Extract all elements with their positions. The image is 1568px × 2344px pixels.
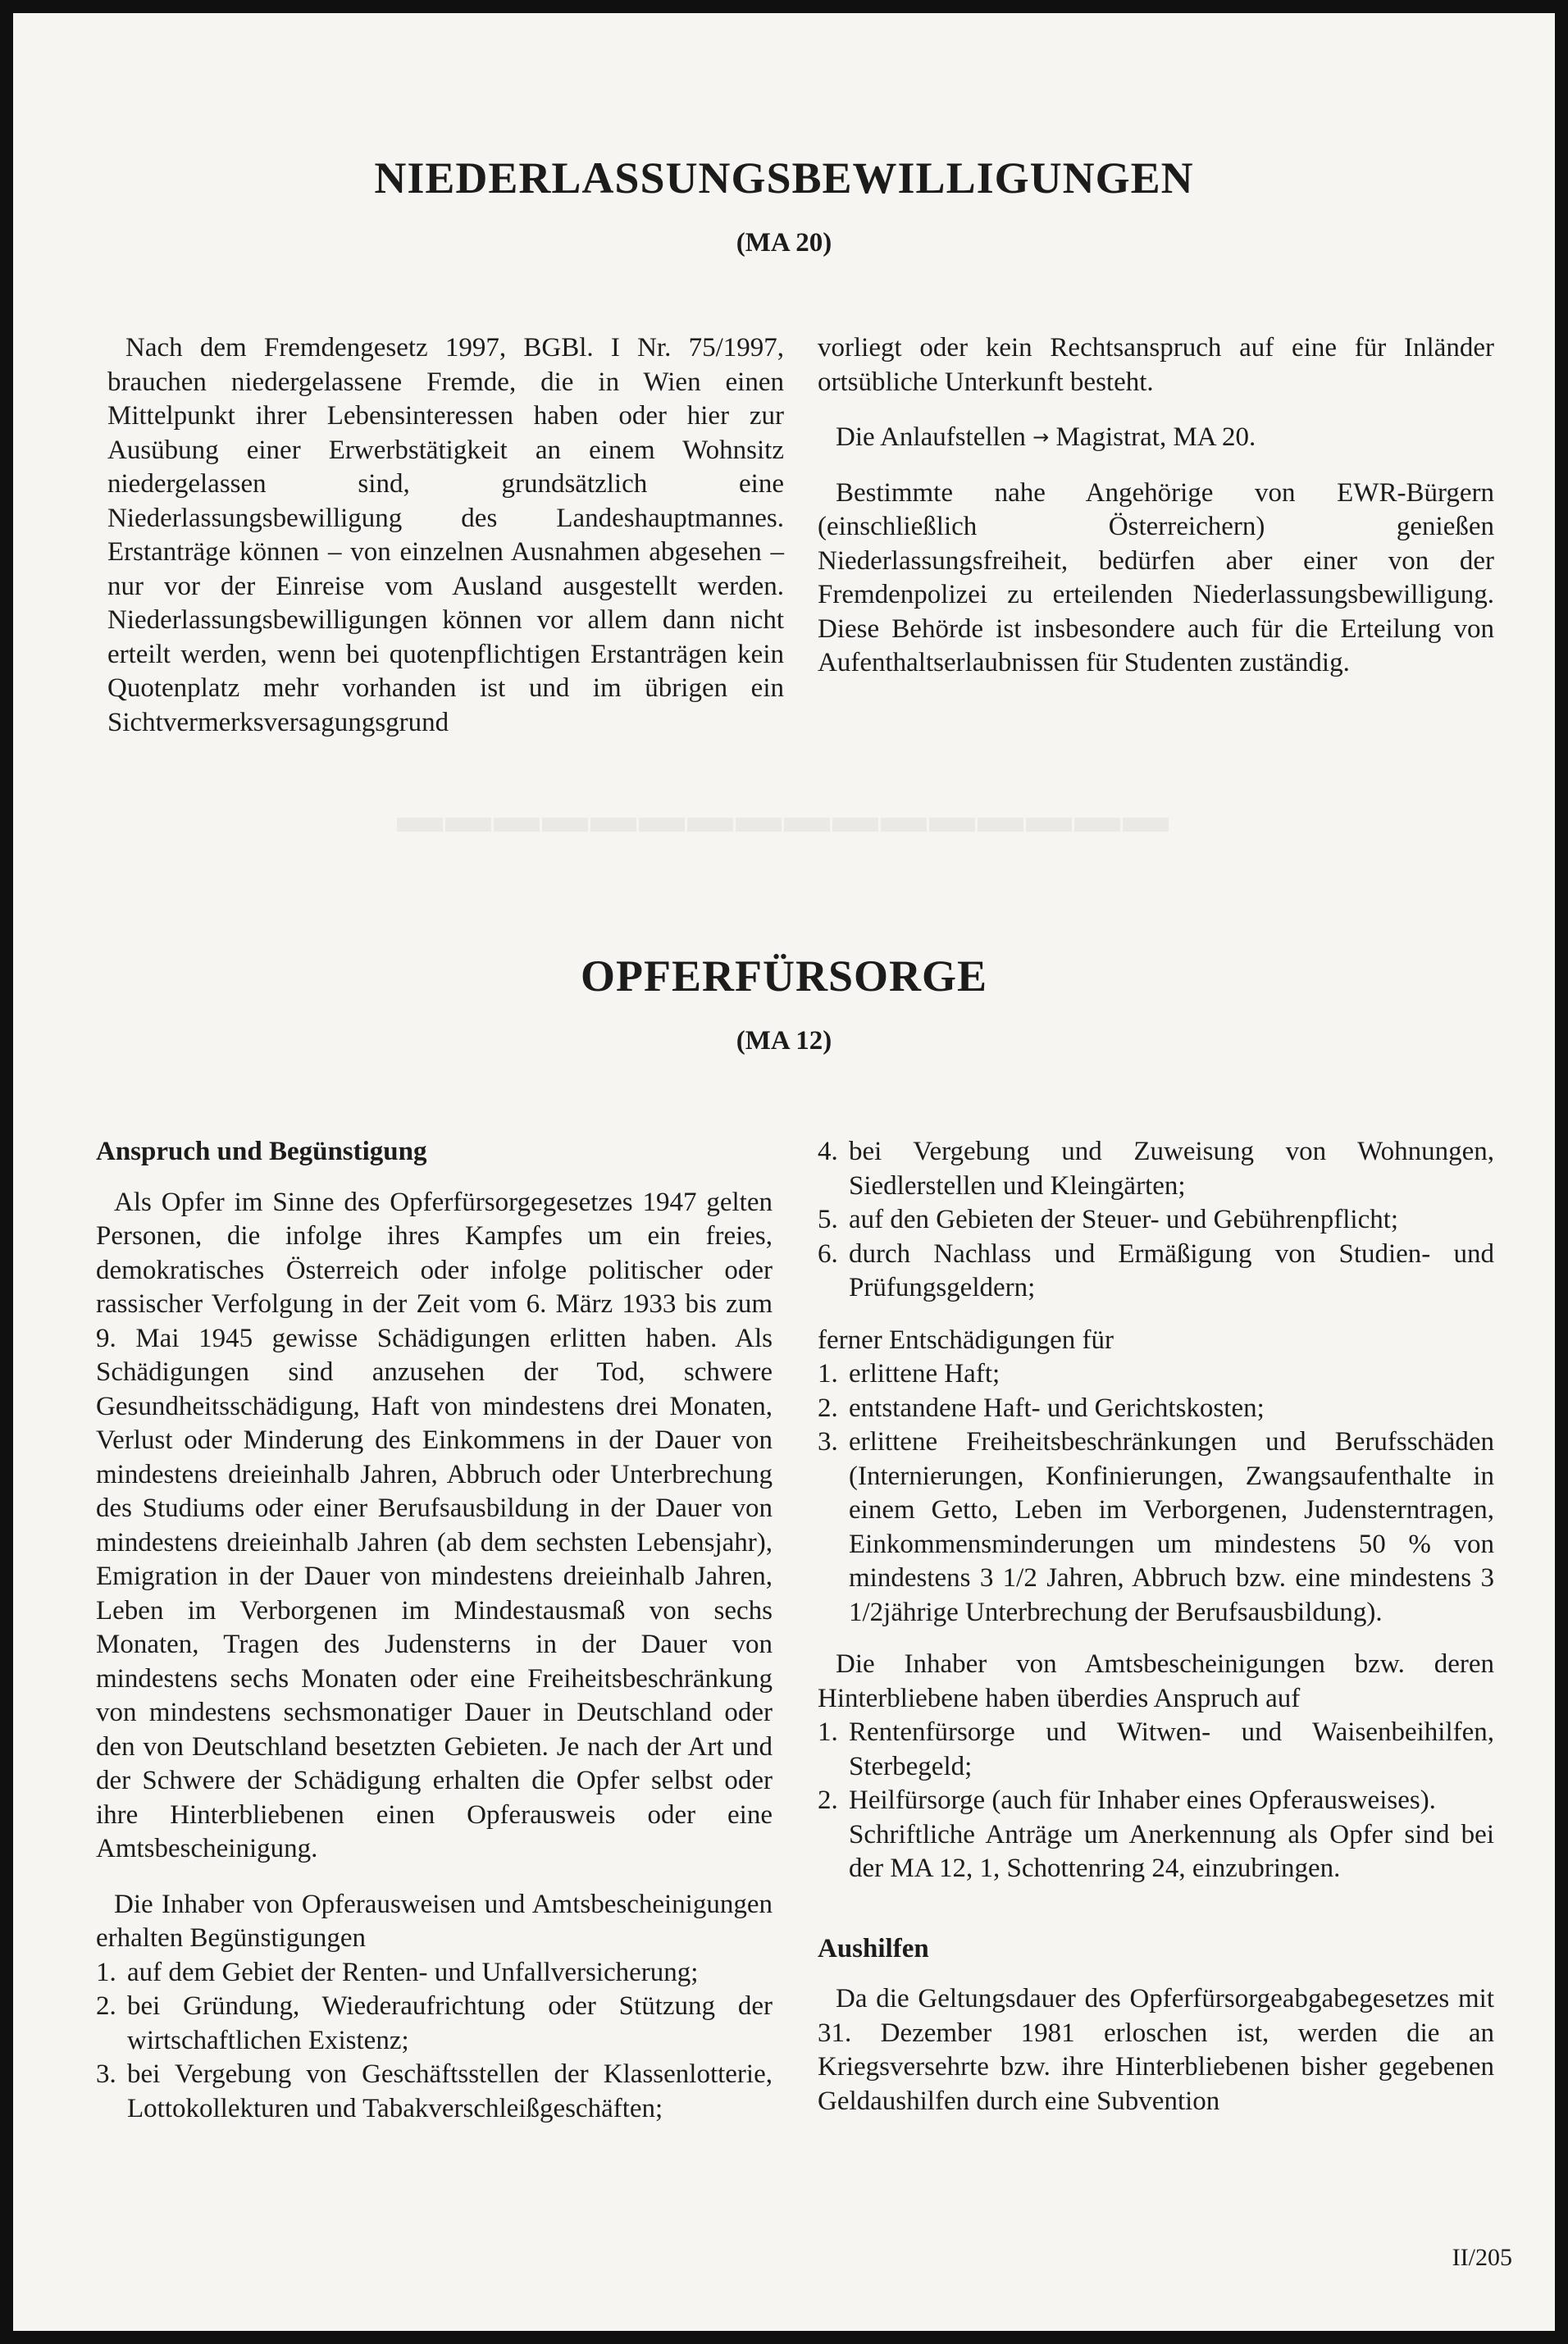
antraege-paragraph: Schriftliche Anträge um Anerkennung als Opfer sind bei der MA 12, 1, Schottenring 24, einzubringen. bbox=[849, 1819, 1494, 1883]
beguenstigungen-list-part2 bbox=[818, 1135, 1494, 1306]
list-item: 1. erlittene Haft; bbox=[818, 1359, 1001, 1389]
document-page bbox=[13, 13, 1555, 2331]
arrow-right-icon: → bbox=[1032, 426, 1050, 449]
section1-right-paragraph: vorliegt oder kein Rechtsanspruch auf eine für Inländer ortsübliche Unterkunft besteht. bbox=[818, 333, 1494, 397]
bleed-through-decoration: ▬▬▬▬▬▬▬▬▬▬▬▬▬▬▬▬ bbox=[397, 791, 1171, 842]
list-item: 2. entstandene Haft- und Gerichtskosten; bbox=[818, 1393, 1265, 1423]
anlaufstellen-label: Die Anlaufstellen bbox=[836, 422, 1026, 452]
list-item: 4. bei Vergebung und Zuweisung von Wohnungen, Siedlerstellen und Kleingärten; bbox=[818, 1137, 1494, 1201]
list-item: 3. bei Vergebung von Geschäftsstellen der Klassenlotterie, Lottokollekturen und Tabakverschleißgeschäften; bbox=[96, 2059, 773, 2123]
section1-left-paragraph: Nach dem Fremdengesetz 1997, BGBl. I Nr. 75/1997, brauchen niedergelassene Fremde, die in Wien einen Mittelpunkt ihrer Lebensinteressen haben oder hier zur Ausübung einer Erwerbstätigkeit an einem Wohnsitz niedergelassen sind, grundsätzlich eine Niederlassungsbewilligung des Landeshauptmannes. Erstanträge können – von einzelnen Ausnahmen abgesehen – nur vor der Einreise vom Ausland ausgestellt werden. Niederlassungsbewilligungen können vor allem dann nicht erteilt werden, wenn bei quotenpflichtigen Erstanträgen kein Quotenplatz mehr vorhanden ist und im übrigen ein Sichtvermerksversagungsgrund bbox=[107, 333, 784, 737]
section1-left-column bbox=[107, 331, 784, 740]
heading-aushilfen: Aushilfen bbox=[818, 1933, 929, 1963]
anlaufstellen-value: Magistrat, MA 20. bbox=[1055, 422, 1256, 452]
entschaedigungen-list bbox=[818, 1357, 1494, 1630]
list-item: 3. erlittene Freiheitsbeschränkungen und Berufsschäden (Internierungen, Konfinierungen, Zwangsaufenthalte in einem Getto, Leben im Verborgenen, Judensterntragen, Einkommensminderungen um mindestens 50 % von mindestens 3 1/2 Jahren, Abbruch bzw. eine mindestens 3 1/2jährige Unterbrechung der Berufsausbildung). bbox=[818, 1427, 1494, 1627]
list-item: 2. bei Gründung, Wiederaufrichtung oder Stützung der wirtschaftlichen Existenz; bbox=[96, 1991, 773, 2055]
section-subtitle-ma20: (MA 20) bbox=[736, 228, 832, 258]
page-number: II/205 bbox=[1452, 2244, 1512, 2271]
anspruch-list bbox=[818, 1716, 1494, 1818]
section1-right-paragraph-2: Bestimmte nahe Angehörige von EWR-Bürgern (einschließlich Österreichern) genießen Niederlassungsfreiheit, bedürfen aber einer von der Fremdenpolizei zu erteilenden Niederlassungsbewilligung. Diese Behörde ist insbesondere auch für die Erteilung von Aufenthaltserlaubnissen für Studenten zuständig. bbox=[818, 477, 1494, 677]
section-title-niederlassung: NIEDERLASSUNGSBEWILLIGUNGEN bbox=[374, 153, 1194, 203]
aushilfen-paragraph: Da die Geltungsdauer des Opferfürsorgeabgabegesetzes mit 31. Dezember 1981 erloschen ist, werden die an Kriegsversehrte bzw. ihre Hinterbliebenen bisher gegebenen Geldaushilfen durch eine Subvention bbox=[818, 1984, 1494, 2116]
list-item: 6. durch Nachlass und Ermäßigung von Studien- und Prüfungsgeldern; bbox=[818, 1238, 1494, 1302]
list-item: 5. auf den Gebieten der Steuer- und Gebührenpflicht; bbox=[818, 1205, 1399, 1234]
list-item: 1. Rentenfürsorge und Witwen- und Waisenbeihilfen, Sterbegeld; bbox=[818, 1717, 1494, 1781]
opfer-definition-paragraph: Als Opfer im Sinne des Opferfürsorgegesetzes 1947 gelten Personen, die infolge ihres Kampfes um ein freies, demokratisches Österreich oder infolge politischer oder rassischer Verfolgung in der Zeit vom 6. März 1933 bis zum 9. Mai 1945 gewisse Schädigungen erlitten haben. Als Schädigungen sind anzusehen der Tod, schwere Gesundheitsschädigung, Haft von mindestens drei Monaten, Verlust oder Minderung des Einkommens in der Dauer von mindestens dreieinhalb Jahren, Abbruch oder Unterbrechung des Studiums oder einer Berufsausbildung in der Dauer von mindestens dreieinhalb Jahren (ab dem sechsten Lebensjahr), Emigration in der Dauer von mindestens dreieinhalb Jahren, Leben im Verborgenen im Mindestausmaß von sechs Monaten, Tragen des Judensterns in der Dauer von mindestens sechs Monaten oder eine Freiheitsbeschränkung von mindestens sechsmonatiger Dauer in Deutschland oder den von Deutschland besetzten Gebieten. Je nach der Art und der Schwere der Schädigung erhalten die Opfer selbst oder ihre Hinterbliebenen einen Opferausweis oder eine Amtsbescheinigung. bbox=[96, 1187, 773, 1863]
list-item: 1. auf dem Gebiet der Renten- und Unfallversicherung; bbox=[96, 1957, 699, 1987]
heading-anspruch: Anspruch und Begünstigung bbox=[96, 1137, 427, 1166]
section-subtitle-ma12: (MA 12) bbox=[736, 1026, 832, 1056]
beguenstigungen-intro: Die Inhaber von Opferausweisen und Amtsbescheinigungen erhalten Begünstigungen bbox=[96, 1889, 773, 1953]
entschaedigungen-intro: ferner Entschädigungen für bbox=[818, 1325, 1114, 1355]
anlaufstellen-line bbox=[818, 421, 1494, 455]
section2-left-column bbox=[96, 1135, 773, 2126]
amtsbescheinigung-intro: Die Inhaber von Amtsbescheinigungen bzw. deren Hinterbliebene haben überdies Anspruch auf bbox=[818, 1649, 1494, 1713]
beguenstigungen-list-part1 bbox=[96, 1956, 773, 2127]
section2-right-column bbox=[818, 1135, 1494, 2118]
list-item: 2. Heilfürsorge (auch für Inhaber eines Opferausweises). bbox=[818, 1785, 1436, 1815]
section1-right-column bbox=[818, 331, 1494, 681]
section-title-opferfuersorge: OPFERFÜRSORGE bbox=[580, 951, 988, 1001]
